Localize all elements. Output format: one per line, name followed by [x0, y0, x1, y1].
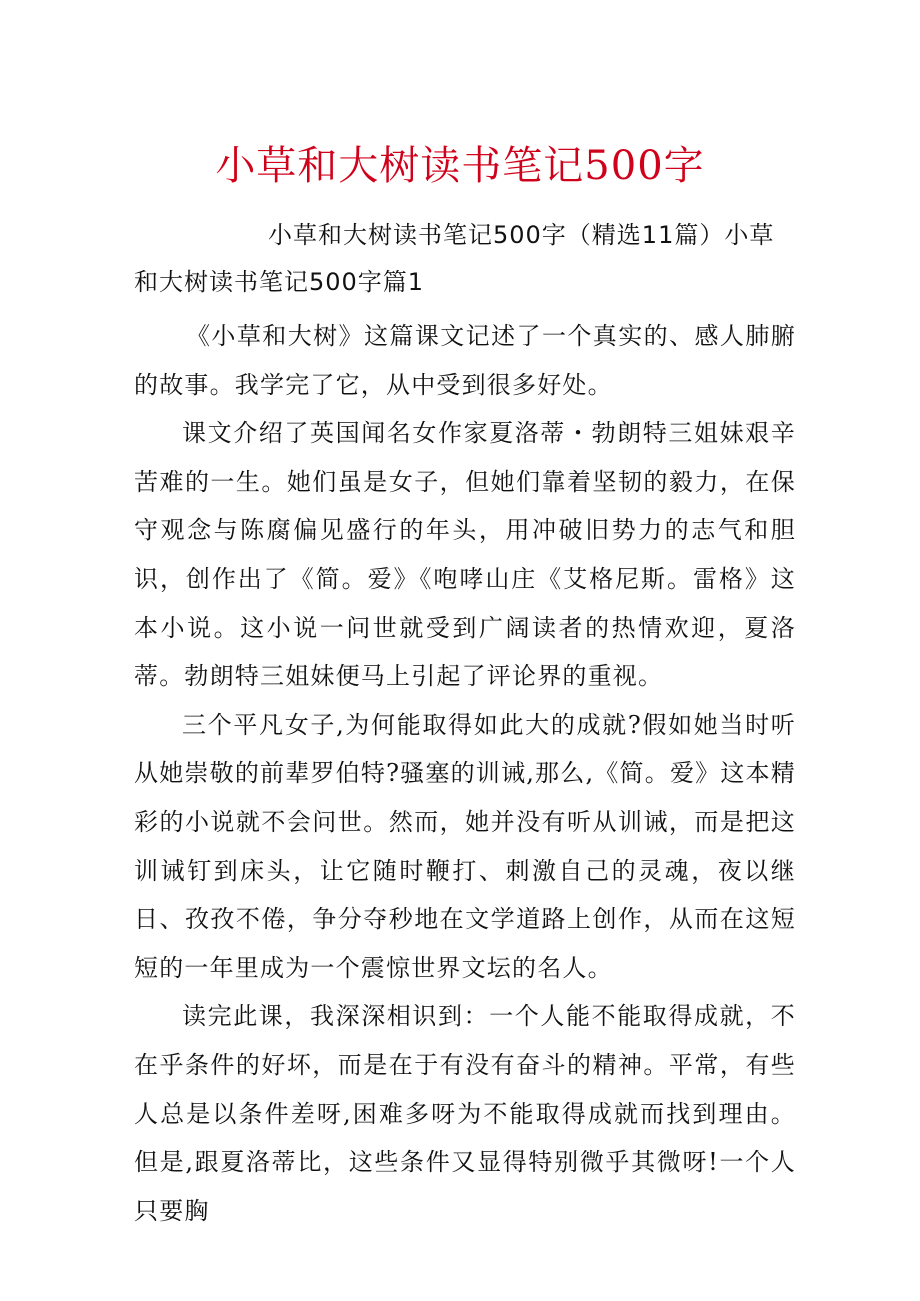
- paragraph-3: 三个平凡女子,为何能取得如此大的成就?假如她当时听从她崇敬的前辈罗伯特?骚塞的训诫,那么,《简。爱》这本精彩的小说就不会问世。然而，她并没有听从训诫，而是把这训诫钉到床头，让它随时鞭打、刺激自己的灵魂，夜以继日、孜孜不倦，争分夺秒地在文学道路上创作，从而在这短短的一年里成为一个震惊世界文坛的名人。: [134, 710, 796, 982]
- paragraph-1: 《小草和大树》这篇课文记述了一个真实的、感人肺腑的故事。我学完了它，从中受到很多好处。: [134, 322, 796, 399]
- paragraph-2: 课文介绍了英国闻名女作家夏洛蒂・勃朗特三姐妹艰辛苦难的一生。她们虽是女子，但她们靠着坚韧的毅力，在保守观念与陈腐偏见盛行的年头，用冲破旧势力的志气和胆识，创作出了《简。爱》《咆哮山庄《艾格尼斯。雷格》这本小说。这小说一问世就受到广阔读者的热情欢迎，夏洛蒂。勃朗特三姐妹便马上引起了评论界的重视。: [134, 419, 796, 691]
- document-subtitle: 小草和大树读书笔记500字（精选11篇）小草和大树读书笔记500字篇1: [134, 221, 775, 296]
- paragraph-4: 读完此课，我深深相识到：一个人能不能取得成就，不在乎条件的好坏，而是在于有没有奋斗的精神。平常，有些人总是以条件差呀,困难多呀为不能取得成就而找到理由。但是,跟夏洛蒂比，这些条件又显得特别微乎其微呀!一个人只要胸: [134, 1002, 796, 1225]
- document-title: 小草和大树读书笔记500字: [215, 143, 705, 189]
- document-subtitle-block: [134, 212, 796, 306]
- article-body: [134, 312, 796, 1235]
